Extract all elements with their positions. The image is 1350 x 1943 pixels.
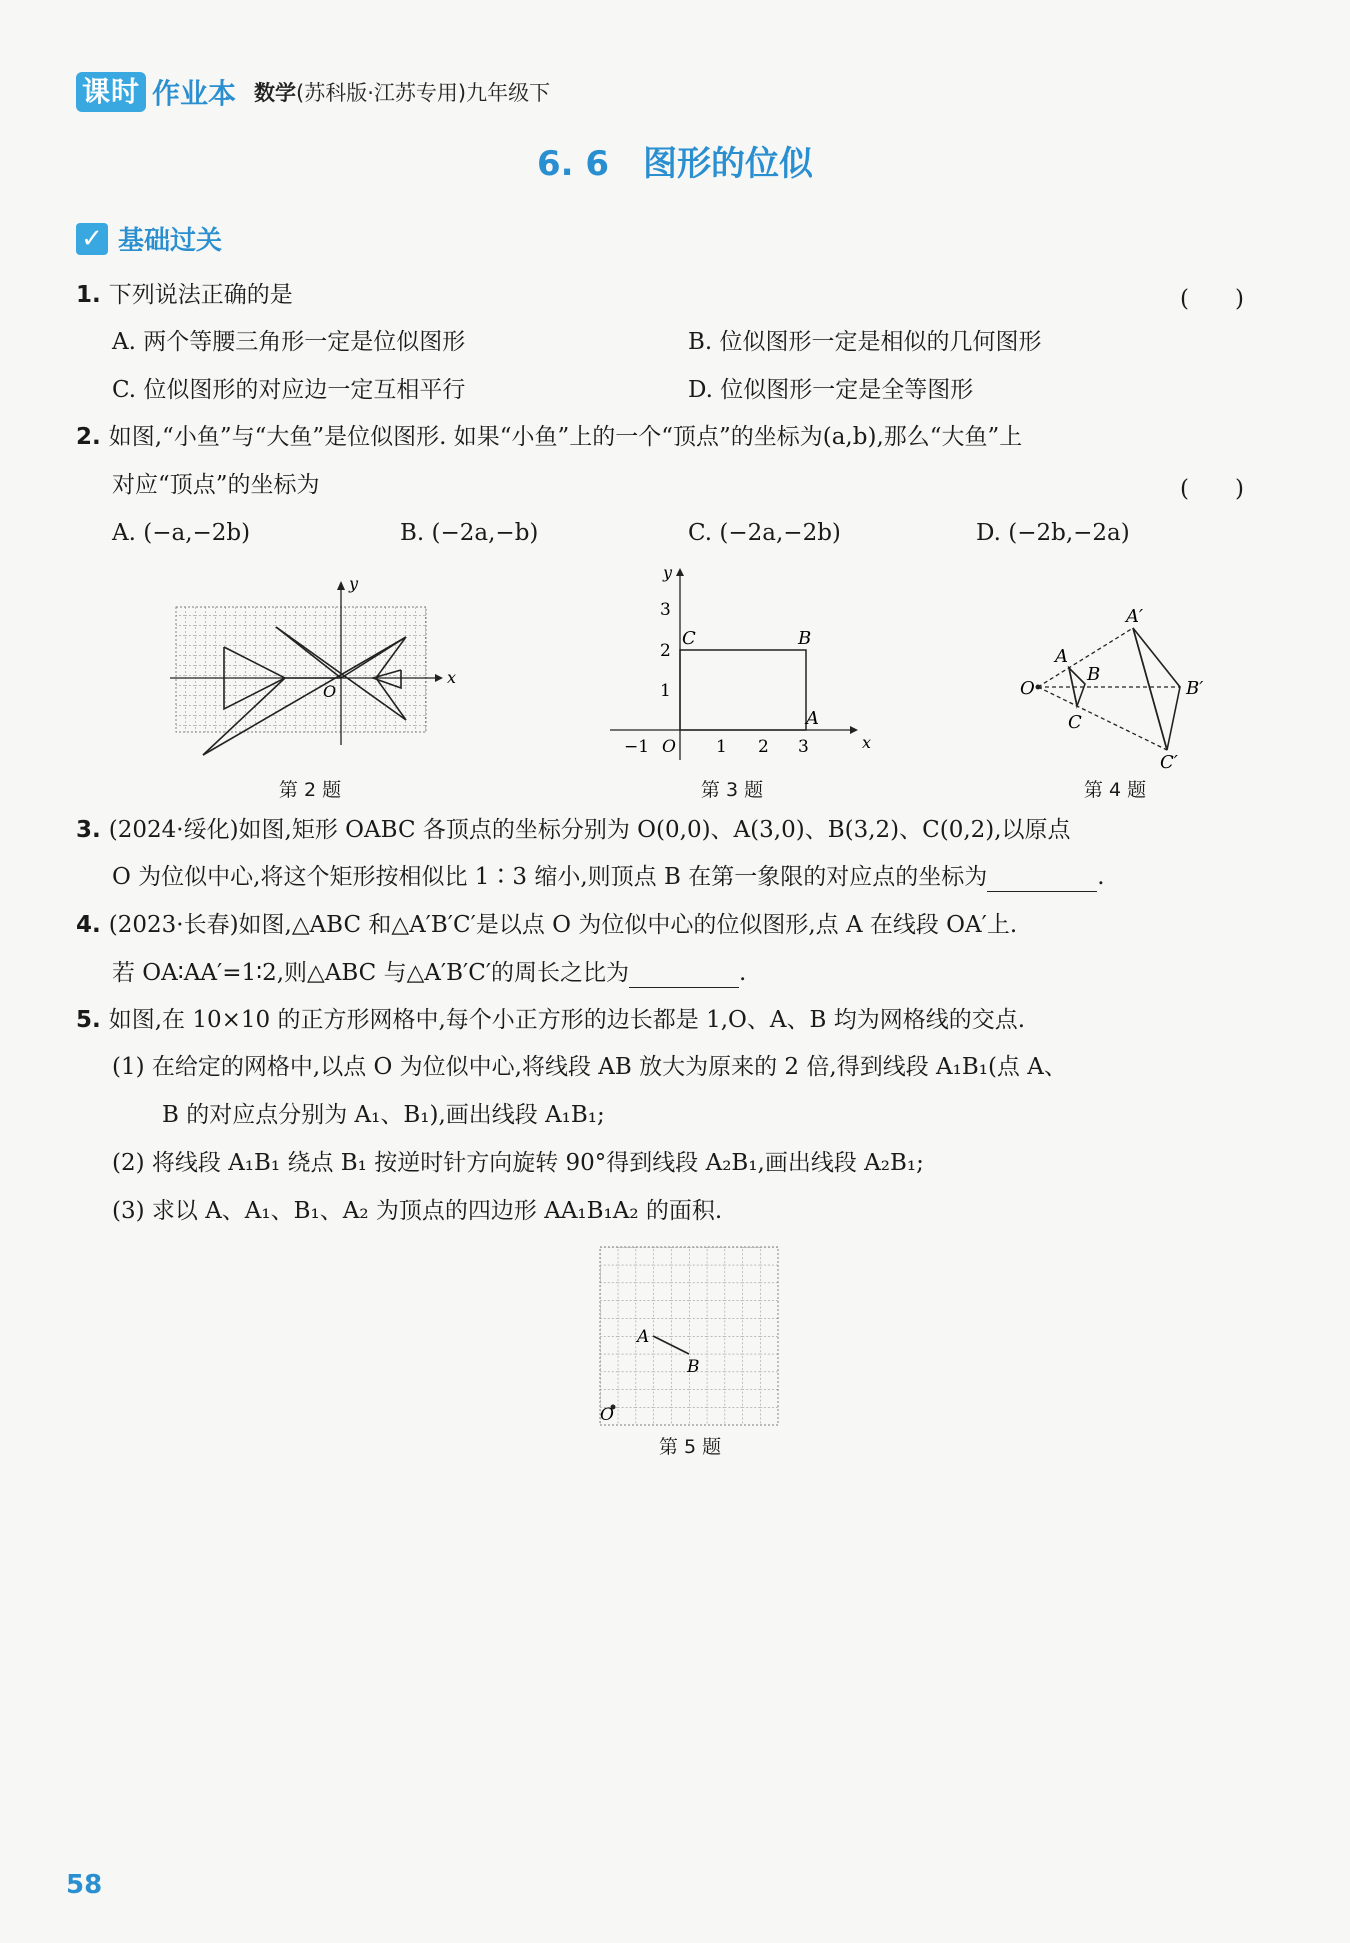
y-label: y [349, 574, 359, 593]
tick-x2: 2 [758, 737, 769, 757]
q3-text1: (2024·绥化)如图,矩形 OABC 各顶点的坐标分别为 O(0,0)、A(3,0)、B(3,2)、C(0,2),以原点 [108, 817, 1071, 843]
q2-text1: 如图,“小鱼”与“大鱼”是位似图形. 如果“小鱼”上的一个“顶点”的坐标为(a,b),那么“大鱼”上 [108, 424, 1023, 450]
q2-number: 2. [76, 424, 101, 450]
q4-text1: (2023·长春)如图,△ABC 和△A′B′C′是以点 O 为位似中心的位似图形,点 A 在线段 OA′上. [108, 912, 1018, 938]
q3-answer-blank[interactable] [987, 869, 1097, 892]
q5-line1 [76, 1005, 1025, 1035]
tick-origin: O [662, 737, 676, 757]
q2-option-c: C. (−2a,−2b) [688, 520, 841, 546]
x-label: x [862, 733, 872, 752]
q1-option-c: C. 位似图形的对应边一定互相平行 [112, 377, 466, 403]
q4-end: . [739, 960, 747, 986]
q5-part1-line1: (1) 在给定的网格中,以点 O 为位似中心,将线段 AB 放大为原来的 2 倍,得到线段 A₁B₁(点 A、 [112, 1054, 1067, 1080]
origin-label: O [323, 682, 337, 701]
rectangle-OABC [680, 650, 806, 730]
q4-number: 4. [76, 912, 101, 938]
label-B-prime: B′ [1186, 678, 1204, 699]
q1-stem [76, 280, 293, 310]
q5-text1: 如图,在 10×10 的正方形网格中,每个小正方形的边长都是 1,O、A、B 均为网格线的交点. [108, 1007, 1026, 1033]
label-A: A [1055, 646, 1068, 667]
q1-option-a: A. 两个等腰三角形一定是位似图形 [112, 329, 466, 355]
q1-option-b: B. 位似图形一定是相似的几何图形 [688, 329, 1042, 355]
q2-line1 [76, 422, 1022, 452]
logo-text: 作业本 [152, 77, 237, 110]
y-arrow-icon [337, 581, 345, 590]
tick-y3: 3 [660, 600, 671, 620]
label-A: A [806, 708, 819, 729]
label-B: B [1087, 664, 1101, 685]
q1-text: 下列说法正确的是 [108, 282, 293, 308]
checkmark-icon: ✓ [76, 223, 108, 255]
figure-3-rectangle [610, 560, 872, 760]
q5-number: 5. [76, 1007, 101, 1033]
q3-number: 3. [76, 817, 101, 843]
center-point [1036, 685, 1041, 690]
book-title [254, 77, 550, 107]
q2-option-a: A. (−a,−2b) [112, 520, 251, 546]
book-subject: 数学 [254, 81, 297, 105]
label-B: B [798, 628, 812, 649]
label-A: A [637, 1327, 650, 1347]
q5-part3: (3) 求以 A、A₁、B₁、A₂ 为顶点的四边形 AA₁B₁A₂ 的面积. [112, 1198, 723, 1224]
y-label: y [663, 563, 673, 582]
page-title [0, 136, 1350, 185]
book-detail: (苏科版·江苏专用)九年级下 [296, 81, 551, 105]
q3-line1 [76, 815, 1071, 845]
figure-5-caption: 第 5 题 [658, 1436, 722, 1458]
label-C: C [1068, 712, 1082, 733]
figure-3-caption: 第 3 题 [700, 779, 764, 801]
q2-line2: 对应“顶点”的坐标为 [112, 472, 320, 498]
q2-answer-paren: ( ) [1180, 476, 1244, 502]
x-arrow-icon [435, 674, 443, 682]
tick-y1: 1 [660, 681, 671, 701]
section-text: 图形的位似 [643, 144, 814, 184]
tick-x3: 3 [798, 737, 809, 757]
label-O: O [600, 1405, 614, 1425]
tick-x-neg1: −1 [624, 737, 650, 757]
q2-option-b: B. (−2a,−b) [400, 520, 539, 546]
q3-line2 [112, 862, 1105, 892]
logo-box: 课时 [76, 72, 146, 112]
section-header [76, 220, 222, 257]
q2-option-d: D. (−2b,−2a) [976, 520, 1130, 546]
figure-4-triangles [1010, 598, 1225, 773]
q4-answer-blank[interactable] [629, 965, 739, 988]
q1-answer-paren: ( ) [1180, 286, 1244, 312]
q4-text2: 若 OA∶AA′=1∶2,则△ABC 与△A′B′C′的周长之比为 [112, 960, 630, 986]
label-C: C [682, 628, 696, 649]
x-arrow-icon [850, 726, 858, 734]
label-C-prime: C′ [1160, 752, 1178, 773]
figure-5-grid [595, 1242, 795, 1427]
grid [600, 1247, 778, 1425]
q4-line1 [76, 910, 1017, 940]
q5-part1-line2: B 的对应点分别为 A₁、B₁),画出线段 A₁B₁; [162, 1102, 605, 1128]
section-label: 基础过关 [118, 226, 223, 256]
tick-y2: 2 [660, 641, 671, 661]
tick-x1: 1 [716, 737, 727, 757]
grid [176, 607, 426, 732]
label-A-prime: A′ [1126, 606, 1144, 627]
x-label: x [447, 668, 457, 687]
q1-number: 1. [76, 282, 101, 308]
page-number: 58 [66, 1870, 103, 1900]
section-number: 6. 6 [536, 144, 610, 184]
figure-4-caption: 第 4 题 [1083, 779, 1147, 801]
q3-text2: O 为位似中心,将这个矩形按相似比 1∶3 缩小,则顶点 B 在第一象限的对应点的坐标为 [112, 864, 988, 890]
y-arrow-icon [676, 568, 684, 576]
header [76, 72, 550, 112]
figure-2-fish [165, 575, 455, 765]
q5-part2: (2) 将线段 A₁B₁ 绕点 B₁ 按逆时针方向旋转 90°得到线段 A₂B₁,画出线段 A₂B₁; [112, 1150, 924, 1176]
q1-option-d: D. 位似图形一定是全等图形 [688, 377, 974, 403]
label-B: B [687, 1357, 700, 1377]
label-O: O [1020, 678, 1035, 699]
q3-end: . [1097, 864, 1105, 890]
figure-2-caption: 第 2 题 [278, 779, 342, 801]
q4-line2 [112, 958, 746, 988]
